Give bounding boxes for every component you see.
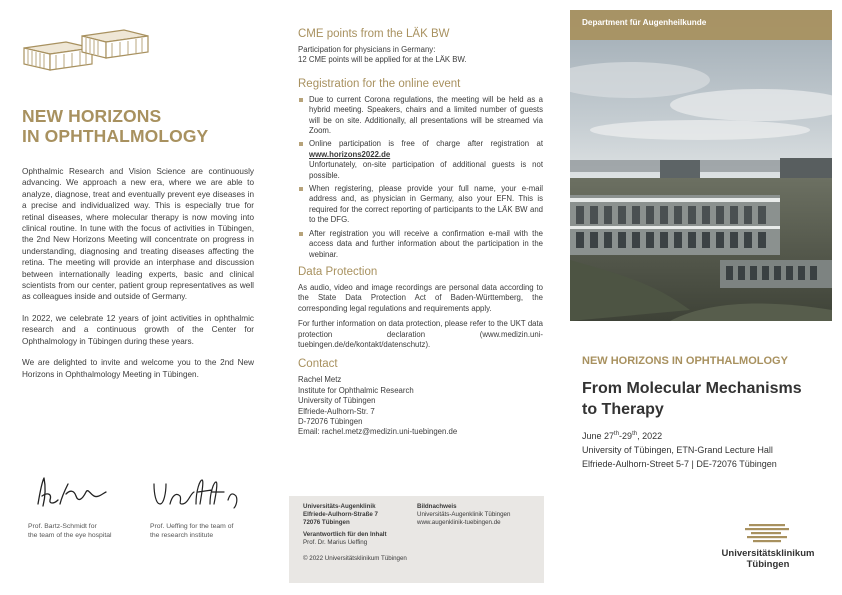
imprint-link[interactable]: www.augenklinik-tuebingen.de xyxy=(417,518,501,526)
cme-text xyxy=(298,45,543,66)
bullet-text: Due to current Corona regulations, the meeting will be held as a hybrid meeting. Speakers, chairs and a limited number of guests will be on site. Additionally, all presentations will be streamed via Zoom. xyxy=(309,94,543,136)
event-address: Elfriede-Aulhorn-Street 5-7 | DE-72076 Tübingen xyxy=(582,459,777,469)
signature-caption-1 xyxy=(28,522,148,540)
data-protection-text-2: For further information on data protection, please refer to the UKT data protection declaration (www.medizin.uni-tuebingen.de/de/kontakt/datenschutz). xyxy=(298,319,543,349)
page-title xyxy=(22,106,262,146)
list-item xyxy=(298,184,543,226)
date-part: June 27 xyxy=(582,431,615,441)
imprint-credits xyxy=(417,503,510,526)
contact-heading: Contact xyxy=(298,358,338,371)
caption-line: Prof. Bartz-Schmidt for xyxy=(28,523,97,530)
imprint-line: Prof. Dr. Marius Ueffing xyxy=(303,539,368,547)
university-hospital-name xyxy=(712,548,824,570)
imprint-line: Universitäts-Augenklinik Tübingen xyxy=(417,510,511,518)
bullet-square-icon xyxy=(299,187,303,191)
imprint-line: Elfriede-Aulhorn-Straße 7 xyxy=(303,510,378,518)
intro-paragraph-2: In 2022, we celebrate 12 years of joint activities in ophthalmic research and a continuous growth of the Center for Ophthalmology in Tübingen during these years. xyxy=(22,313,254,346)
title-line-1: NEW HORIZONS xyxy=(22,106,162,126)
cme-line-2: 12 CME points will be applied for at the LÄK BW. xyxy=(298,55,467,65)
logo-line-1: Universitätsklinikum xyxy=(721,548,815,559)
imprint-line: Universitäts-Augenklinik xyxy=(303,503,376,510)
caption-line: the team of the eye hospital xyxy=(28,532,112,539)
signature-caption-2 xyxy=(150,522,270,540)
middle-content xyxy=(298,28,543,438)
list-item xyxy=(298,229,543,260)
new-horizons-logo xyxy=(20,28,152,72)
registration-heading: Registration for the online event xyxy=(298,77,461,90)
imprint-box xyxy=(289,496,544,583)
event-date xyxy=(582,429,832,443)
bullet-text: After registration you will receive a confirmation e-mail with the access data and further information about the participation in the webinar. xyxy=(309,228,543,259)
event-venue: University of Tübingen, ETN-Grand Lecture Hall xyxy=(582,445,773,455)
contact-name: Rachel Metz xyxy=(298,375,342,385)
contact-email[interactable]: Email: rachel.metz@medizin.uni-tuebingen.de xyxy=(298,427,458,437)
contact-city: D-72076 Tübingen xyxy=(298,416,363,426)
building-photo xyxy=(570,10,832,321)
date-suffix: th xyxy=(614,431,620,437)
bullet-square-icon xyxy=(299,232,303,236)
bullet-text: Unfortunately, on-site participation of additional guests is not possible. xyxy=(309,160,543,180)
data-protection-text-1: As audio, video and image recordings are personal data according to the State Data Protection Act of Baden-Württemberg, the corresponding legal regulations and requirements apply. xyxy=(298,282,543,313)
event-title xyxy=(582,378,832,420)
data-protection-heading: Data Protection xyxy=(298,265,378,278)
title-line-2: IN OPHTHALMOLOGY xyxy=(22,126,209,146)
caption-line: the research institute xyxy=(150,532,214,539)
bullet-text: When registering, please provide your full name, your e-mail address and, as physician in Germany, also your EFN. This is required for the correct reporting of participants to the LÄK BW and to the DFG. xyxy=(309,184,543,225)
event-details xyxy=(582,429,832,471)
bullet-text: Online participation is free of charge after registration at xyxy=(309,139,543,149)
imprint-line: Bildnachweis xyxy=(417,503,457,510)
contact-block xyxy=(298,375,543,437)
cme-line-1: Participation for physicians in Germany: xyxy=(298,45,436,54)
list-item xyxy=(298,95,543,137)
bullet-square-icon xyxy=(299,98,303,102)
bullet-square-icon xyxy=(299,142,303,146)
cme-heading: CME points from the LÄK BW xyxy=(298,28,450,40)
contact-university: University of Tübingen xyxy=(298,396,376,406)
date-part: , 2022 xyxy=(637,431,663,441)
list-item xyxy=(298,139,543,181)
imprint-line: Verantwortlich für den Inhalt xyxy=(303,531,387,539)
logo-line-2: Tübingen xyxy=(746,559,790,570)
imprint-line: 72076 Tübingen xyxy=(303,518,350,526)
caption-line: Prof. Ueffing for the team of xyxy=(150,523,234,530)
intro-paragraph-1: Ophthalmic Research and Vision Science are continuously advancing. We approach a new era, where we are able to analyze, diagnose, treat and eventually prevent eye diseases in a precise and individualized way. This is especially true for retinal diseases, where molecular therapy is now moving into clinical routine. In tune with the focus of activities in Tübingen, the 2nd New Horizons Meeting will concentrate on progress in understanding, diagnosing and treating diseases affecting the retina. The meeting will provide an interphase and discussion between internationally leading experts, basic and clinical scientists from our center, patient group representatives as well as colleagues inside and outside of Germany. xyxy=(22,167,254,302)
event-title-line-1: From Molecular Mechanisms xyxy=(582,380,802,397)
intro-paragraph-3: We are delighted to invite and welcome you to the 2nd New Horizons in Ophthalmology Meeting in Tübingen. xyxy=(22,358,254,379)
date-part: -29 xyxy=(619,431,633,441)
signature-ueffing xyxy=(150,470,245,514)
department-label: Department für Augenheilkunde xyxy=(582,18,707,27)
contact-institute: Institute for Ophthalmic Research xyxy=(298,385,414,395)
event-kicker: NEW HORIZONS IN OPHTHALMOLOGY xyxy=(582,355,788,367)
left-panel xyxy=(0,0,281,595)
registration-list xyxy=(298,95,543,260)
copyright-text: © 2022 Universitätsklinikum Tübingen xyxy=(303,554,407,562)
event-title-line-2: to Therapy xyxy=(582,401,664,418)
signature-bartz-schmidt xyxy=(32,470,112,514)
intro-text xyxy=(22,166,254,390)
contact-street: Elfriede-Aulhorn-Str. 7 xyxy=(298,406,375,416)
imprint-address xyxy=(303,503,407,563)
date-suffix: th xyxy=(632,431,638,437)
registration-link[interactable]: www.horizons2022.de xyxy=(309,149,391,159)
